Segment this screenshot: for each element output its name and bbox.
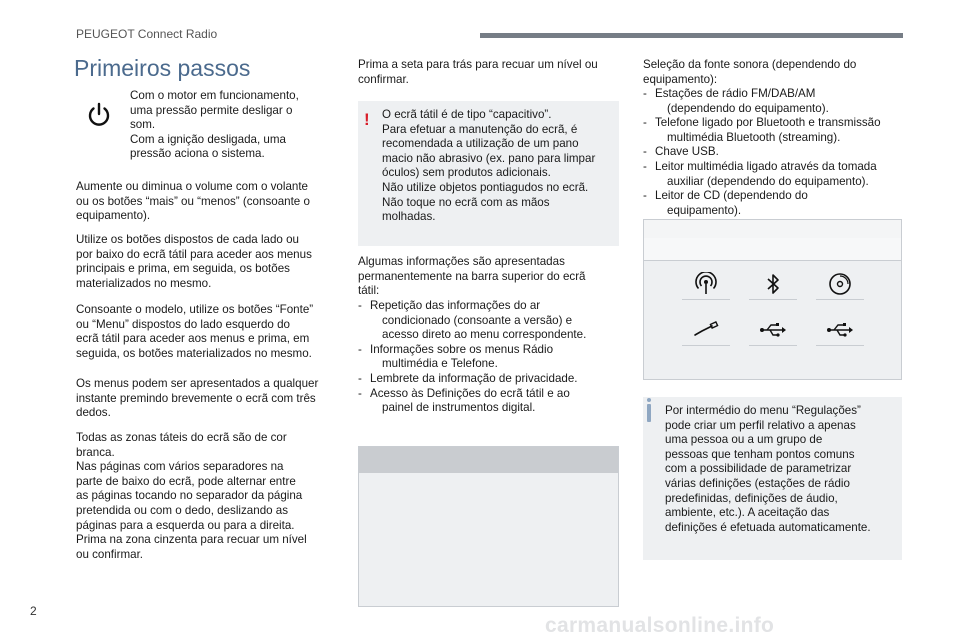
running-header: PEUGEOT Connect Radio: [76, 27, 218, 41]
divider: [749, 345, 797, 346]
radio-source-button[interactable]: [682, 268, 730, 300]
paragraph-touch-zones: Todas as zonas táteis do ecrã são de cor branca. Nas páginas com vários separadores na parte de baixo do ecrã, pode alternar entre as páginas tocando no separador da página pretendida ou com o dedo, deslizando as páginas para a esquerda ou para a direita. Prima na zona cinzenta para recuar um nível ou confirmar.: [76, 431, 307, 561]
page-number: 2: [30, 604, 37, 618]
header-bar: [480, 33, 903, 38]
aux-source-button[interactable]: [682, 314, 730, 346]
source-screen: [643, 219, 902, 380]
bluetooth-source-button[interactable]: [749, 268, 797, 300]
page-title: Primeiros passos: [74, 55, 251, 81]
list-item: - Estações de rádio FM/DAB/AM (dependendo do equipamento).: [643, 87, 908, 116]
info-text: Por intermédio do menu “Regulações” pode criar um perfil relativo a apenas uma pessoa ou a um grupo de pessoas que tenham pontos comuns com a possibilidade de parametrizar várias definições (estações de rádio predefinidas, definições de áudio, ambiente, etc.). A aceitação das definições é efetuada automaticamente.: [665, 404, 871, 534]
warning-text: O ecrã tátil é de tipo “capacitivo”. Para efetuar a manutenção do ecrã, é recomendada a utilização de um pano macio não abrasivo (ex. pano para limpar óculos) sem produtos adicionais. Não utilize objetos pontiagudos no ecrã. Não toque no ecrã com as mãos molhadas.: [382, 108, 596, 224]
warning-icon: !: [364, 110, 370, 129]
power-icon: [84, 100, 114, 130]
divider: [749, 299, 797, 300]
paragraph-buttons: Utilize os botões dispostos de cada lado ou por baixo do ecrã tátil para aceder aos menus principais e prima, em seguida, os botões materializados no mesmo.: [76, 233, 312, 290]
list-item: - Chave USB.: [643, 145, 908, 160]
list-item: - Leitor multimédia ligado através da tomada auxiliar (dependendo do equipamento).: [643, 160, 908, 189]
list-item: - Leitor de CD (dependendo do equipamento).: [643, 189, 908, 218]
bluetooth-icon: [761, 272, 785, 296]
screen-image-placeholder: [358, 446, 619, 607]
power-description: Com o motor em funcionamento, uma pressão permite desligar o som. Com a ignição desligada, uma pressão aciona o sistema.: [130, 89, 299, 161]
usb-source-button-2[interactable]: [816, 314, 864, 346]
radio-icon: [694, 272, 718, 296]
paragraph-three-fingers: Os menus podem ser apresentados a qualquer instante premindo brevemente o ecrã com três dedos.: [76, 377, 319, 420]
paragraph-volume: Aumente ou diminua o volume com o volante ou os botões “mais” ou “menos” (consoante o equipamento).: [76, 180, 310, 223]
paragraph-top-bar: Algumas informações são apresentadas permanentemente na barra superior do ecrã tátil:: [358, 255, 586, 298]
divider: [682, 345, 730, 346]
divider: [682, 299, 730, 300]
sound-source-list: [643, 87, 908, 218]
usb-icon: [826, 318, 854, 342]
paragraph-source-menu: Consoante o modelo, utilize os botões “Fonte” ou “Menu” dispostos do lado esquerdo do ecrã tátil para aceder aos menus e prima, em seguida, os botões materializados no mesmo.: [76, 303, 314, 360]
cd-source-button[interactable]: [816, 268, 864, 300]
screen-image-header: [359, 447, 618, 473]
aux-jack-icon: [692, 318, 720, 342]
screen-tab-strip: [644, 238, 901, 261]
list-item: - Lembrete da informação de privacidade.: [358, 372, 623, 387]
usb-icon: [759, 318, 787, 342]
list-item: - Telefone ligado por Bluetooth e transmissão multimédia Bluetooth (streaming).: [643, 116, 908, 145]
list-item: - Informações sobre os menus Rádio multimédia e Telefone.: [358, 343, 623, 372]
divider: [816, 345, 864, 346]
paragraph-back-arrow: Prima a seta para trás para recuar um nível ou confirmar.: [358, 58, 598, 86]
cd-icon: [828, 272, 852, 296]
top-bar-list: [358, 299, 623, 416]
list-item: - Acesso às Definições do ecrã tátil e ao painel de instrumentos digital.: [358, 387, 623, 416]
info-icon: [647, 404, 651, 422]
list-item: - Repetição das informações do ar condicionado (consoante a versão) e acesso direto ao menu correspondente.: [358, 299, 623, 343]
divider: [816, 299, 864, 300]
paragraph-sound-source: Seleção da fonte sonora (dependendo do equipamento):: [643, 58, 857, 86]
screen-top-bar: [644, 220, 901, 239]
usb-source-button[interactable]: [749, 314, 797, 346]
watermark-footer: carmanualsonline.info: [545, 614, 775, 637]
